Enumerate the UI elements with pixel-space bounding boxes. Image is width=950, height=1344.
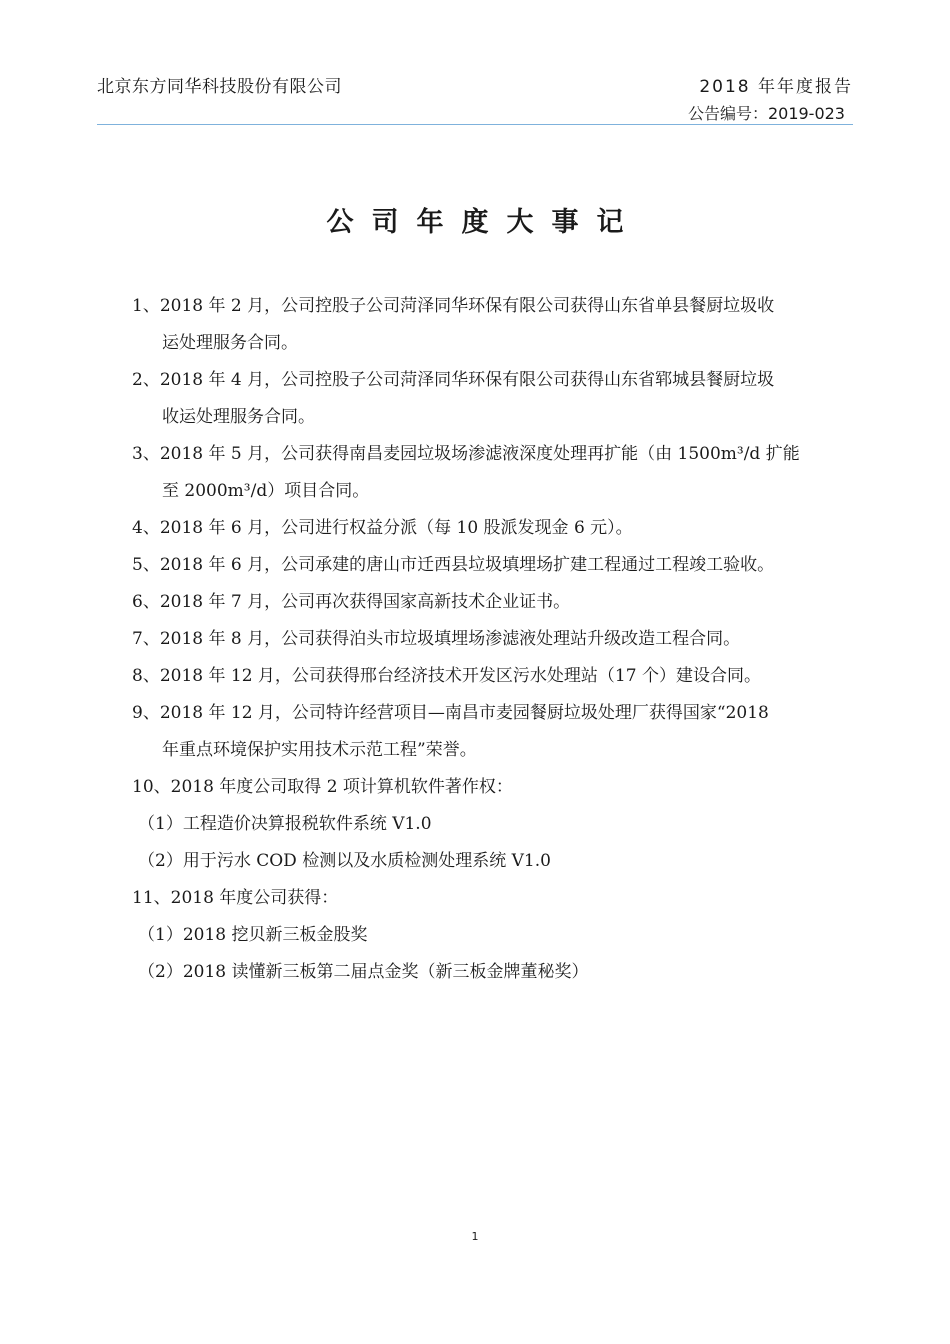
event-item-text: 2、2018 年 4 月，公司控股子公司菏泽同华环保有限公司获得山东省郓城县餐厨垃圾 xyxy=(132,370,775,390)
header-divider xyxy=(97,124,853,125)
event-item-4 xyxy=(132,510,842,547)
page-title: 公司年度大事记 xyxy=(326,207,642,238)
events-list xyxy=(132,288,842,991)
event-item-text: 9、2018 年 12 月，公司特许经营项目—南昌市麦园餐厨垃圾处理厂获得国家“2018 xyxy=(132,703,769,723)
event-item-2 xyxy=(132,362,842,436)
event-item-text: 5、2018 年 6 月，公司承建的唐山市迁西县垃圾填埋场扩建工程通过工程竣工验收。 xyxy=(132,555,775,575)
event-item-continuation: 年重点环境保护实用技术示范工程”荣誉。 xyxy=(162,740,477,760)
event-item-continuation: 收运处理服务合同。 xyxy=(162,407,315,427)
award-item-1: （1）2018 挖贝新三板金股奖 xyxy=(138,925,368,945)
event-item-text: 7、2018 年 8 月，公司获得泊头市垃圾填埋场渗滤液处理站升级改造工程合同。 xyxy=(132,629,741,649)
event-item-text: 4、2018 年 6 月，公司进行权益分派（每 10 股派发现金 6 元）。 xyxy=(132,518,633,538)
event-item-text: 8、2018 年 12 月，公司获得邢台经济技术开发区污水处理站（17 个）建设合同。 xyxy=(132,666,761,686)
software-item-2: （2）用于污水 COD 检测以及水质检测处理系统 V1.0 xyxy=(138,851,551,871)
award-item-2: （2）2018 读懂新三板第二届点金奖（新三板金牌董秘奖） xyxy=(138,962,589,982)
event-item-5 xyxy=(132,547,842,584)
header-company-name: 北京东方同华科技股份有限公司 xyxy=(97,77,342,97)
event-item-text: 3、2018 年 5 月，公司获得南昌麦园垃圾场渗滤液深度处理再扩能（由 1500m³/d 扩能 xyxy=(132,444,800,464)
event-item-6 xyxy=(132,584,842,621)
event-item-8 xyxy=(132,658,842,695)
software-item-1: （1）工程造价决算报税软件系统 V1.0 xyxy=(138,814,432,834)
event-item-9 xyxy=(132,695,842,769)
event-item-10 xyxy=(132,769,842,806)
header-report-title: 2018 年年度报告 xyxy=(699,77,853,97)
event-item-continuation: 至 2000m³/d）项目合同。 xyxy=(162,481,370,501)
event-item-text: 1、2018 年 2 月，公司控股子公司菏泽同华环保有限公司获得山东省单县餐厨垃圾收 xyxy=(132,296,775,316)
event-item-text: 10、2018 年度公司取得 2 项计算机软件著作权： xyxy=(132,777,513,797)
event-item-continuation: 运处理服务合同。 xyxy=(162,333,298,353)
event-item-text: 6、2018 年 7 月，公司再次获得国家高新技术企业证书。 xyxy=(132,592,571,612)
event-item-3 xyxy=(132,436,842,510)
event-item-1 xyxy=(132,288,842,362)
header-notice-number: 公告编号：2019-023 xyxy=(687,104,845,123)
event-item-11: 11、2018 年度公司获得： xyxy=(132,888,339,908)
page-number: 1 xyxy=(471,1230,479,1243)
event-item-7 xyxy=(132,621,842,658)
